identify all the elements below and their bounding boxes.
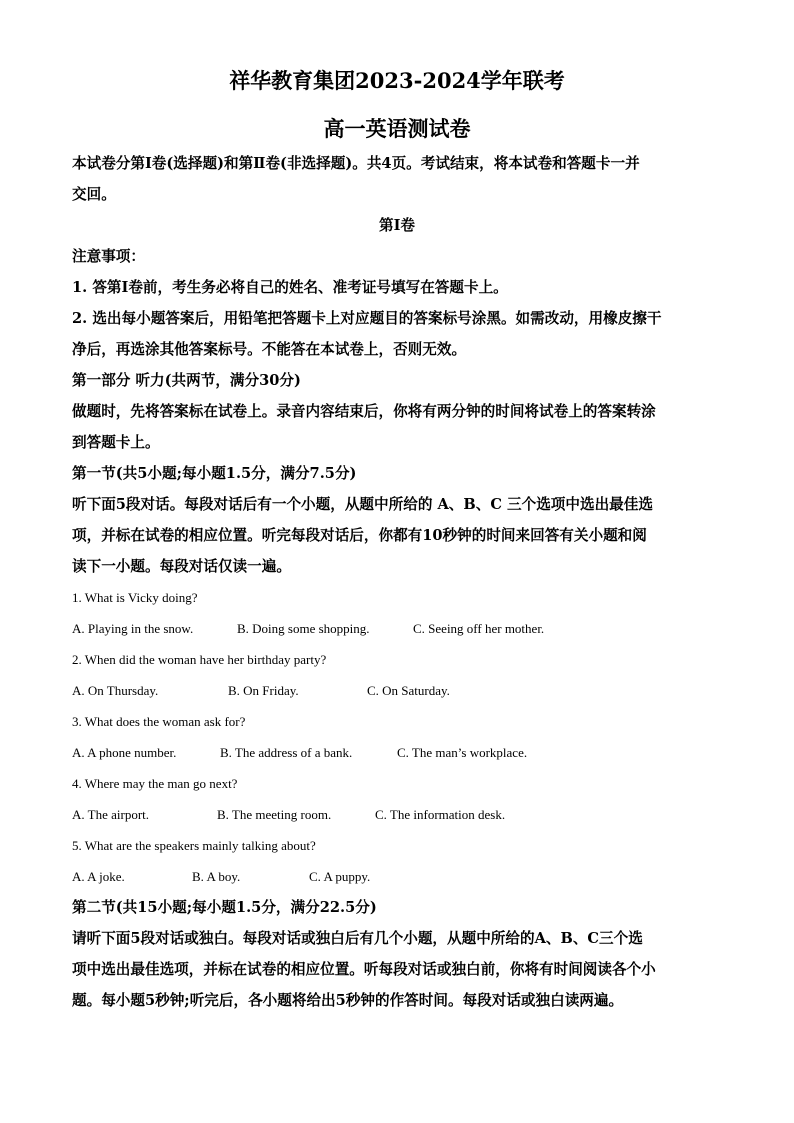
part1-instr-line-1: 做题时，先将答案标在试卷上。录音内容结束后，你将有两分钟的时间将试卷上的答案转涂 xyxy=(72,403,656,420)
question-5-options xyxy=(72,861,722,892)
question-1-stem: 1. What is Vicky doing? xyxy=(72,590,198,605)
question-5-option-c: C. A puppy. xyxy=(309,869,371,884)
question-1-options xyxy=(72,613,722,644)
question-4-option-c: C. The information desk. xyxy=(375,807,506,822)
part1-heading: 第一部分 听力(共两节，满分30分) xyxy=(72,372,301,389)
question-1-option-b: B. Doing some shopping. xyxy=(237,621,370,636)
section2-instr-line-3: 题。每小题5秒钟;听完后，各小题将给出5秒钟的作答时间。每段对话或独白读两遍。 xyxy=(72,992,624,1009)
question-4-option-a: A. The airport. xyxy=(72,807,150,822)
intro-line-2: 交回。 xyxy=(72,186,116,203)
section1-heading: 第一节(共5小题;每小题1.5分，满分7.5分) xyxy=(72,465,357,482)
question-3-option-a: A. A phone number. xyxy=(72,745,177,760)
page-title: 祥华教育集团2023-2024学年联考 xyxy=(229,68,565,93)
question-2-option-c: C. On Saturday. xyxy=(367,683,450,698)
volume-title: 第Ⅰ卷 xyxy=(378,217,415,234)
notes-item-2-line-2: 净后，再选涂其他答案标号。不能答在本试卷上，否则无效。 xyxy=(72,341,467,358)
question-1-option-c: C. Seeing off her mother. xyxy=(413,621,545,636)
section2-instr-line-1: 请听下面5段对话或独白。每段对话或独白后有几个小题，从题中所给的A、B、C三个选 xyxy=(72,930,643,947)
question-3-option-b: B. The address of a bank. xyxy=(220,745,353,760)
question-4-options xyxy=(72,799,722,830)
question-2-option-a: A. On Thursday. xyxy=(72,683,159,698)
section2-heading: 第二节(共15小题;每小题1.5分，满分22.5分) xyxy=(72,899,377,916)
question-2-stem: 2. When did the woman have her birthday party? xyxy=(72,652,327,667)
notes-item-2-line-1: 2. 选出每小题答案后，用铅笔把答题卡上对应题目的答案标号涂黑。如需改动，用橡皮擦干 xyxy=(72,310,662,327)
question-2-option-b: B. On Friday. xyxy=(228,683,299,698)
question-2-options xyxy=(72,675,722,706)
part1-instr-line-2: 到答题卡上。 xyxy=(72,434,160,451)
question-1-option-a: A. Playing in the snow. xyxy=(72,621,194,636)
notes-heading: 注意事项： xyxy=(72,248,145,265)
question-4-stem: 4. Where may the man go next? xyxy=(72,776,238,791)
notes-item-1: 1. 答第Ⅰ卷前，考生务必将自己的姓名、准考证号填写在答题卡上。 xyxy=(72,279,508,296)
question-5-stem: 5. What are the speakers mainly talking about? xyxy=(72,838,316,853)
section1-instr-line-2: 项，并标在试卷的相应位置。听完每段对话后，你都有10秒钟的时间来回答有关小题和阅 xyxy=(72,527,647,544)
question-4-option-b: B. The meeting room. xyxy=(217,807,332,822)
section2-instr-line-2: 项中选出最佳选项，并标在试卷的相应位置。听每段对话或独白前，你将有时间阅读各个小 xyxy=(72,961,656,978)
question-3-option-c: C. The man’s workplace. xyxy=(397,745,528,760)
exam-page xyxy=(72,66,722,1016)
section1-instr-line-3: 读下一小题。每段对话仅读一遍。 xyxy=(72,558,291,575)
question-3-stem: 3. What does the woman ask for? xyxy=(72,714,246,729)
question-3-options xyxy=(72,737,722,768)
question-5-option-a: A. A joke. xyxy=(72,869,125,884)
page-subtitle: 高一英语测试卷 xyxy=(323,116,471,141)
intro-line-1: 本试卷分第Ⅰ卷(选择题)和第Ⅱ卷(非选择题)。共4页。考试结束，将本试卷和答题卡一并 xyxy=(72,155,640,172)
section1-instr-line-1: 听下面5段对话。每段对话后有一个小题，从题中所给的 A、B、C 三个选项中选出最佳选 xyxy=(72,496,653,513)
question-5-option-b: B. A boy. xyxy=(192,869,241,884)
